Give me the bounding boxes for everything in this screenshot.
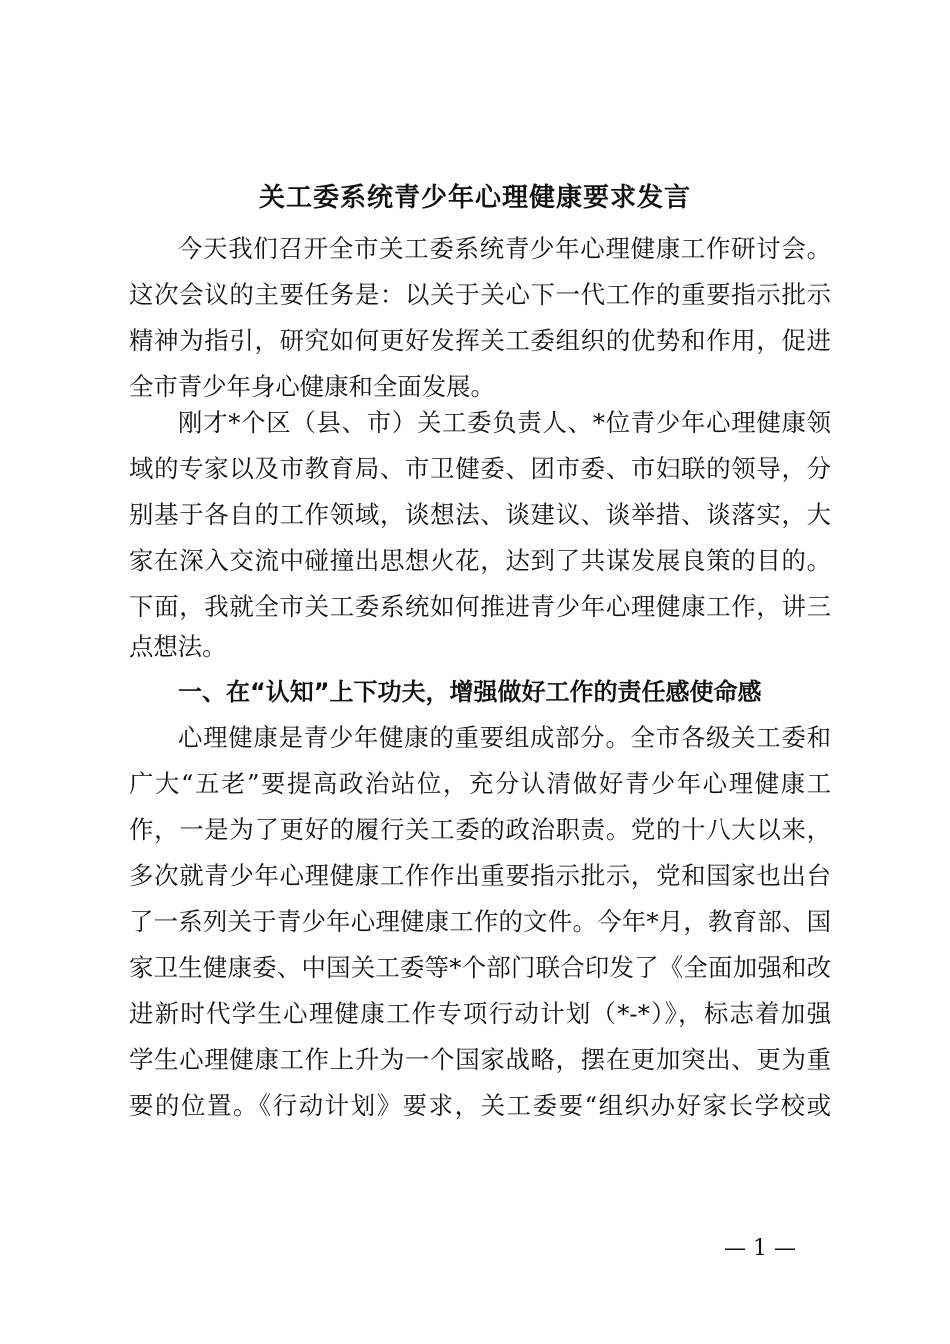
paragraph-3-line-9: 要的位置。《行动计划》要求，关工委要“组织办好家长学校或 [129, 1091, 831, 1120]
paragraph-1-line-3: 精神为指引，研究如何更好发挥关工委组织的优势和作用，促进 [129, 326, 831, 355]
paragraph-2-line-3: 别基于各自的工作领域，谈想法、谈建议、谈举措、谈落实，大 [129, 500, 831, 529]
paragraph-2-line-1: 刚才*个区（县、市）关工委负责人、*位青少年心理健康领 [178, 408, 831, 437]
paragraph-1-line-4: 全市青少年身心健康和全面发展。 [129, 372, 495, 401]
section-heading-1: 一、在“认知”上下功夫，增强做好工作的责任感使命感 [178, 678, 762, 706]
document-title: 关工委系统青少年心理健康要求发言 [258, 183, 691, 213]
paragraph-3-line-8: 学生心理健康工作上升为一个国家战略，摆在更加突出、更为重 [129, 1045, 831, 1074]
paragraph-3-line-4: 多次就青少年心理健康工作作出重要指示批示，党和国家也出台 [129, 861, 831, 890]
paragraph-1-line-2: 这次会议的主要任务是：以关于关心下一代工作的重要指示批示 [129, 280, 831, 309]
paragraph-3-line-5: 了一系列关于青少年心理健康工作的文件。今年*月，教育部、国 [129, 907, 831, 936]
paragraph-2-line-5: 下面，我就全市关工委系统如何推进青少年心理健康工作，讲三 [129, 592, 831, 621]
paragraph-3-line-3: 作，一是为了更好的履行关工委的政治职责。党的十八大以来， [129, 815, 831, 844]
paragraph-2-line-4: 家在深入交流中碰撞出思想火花，达到了共谋发展良策的目的。 [129, 546, 831, 575]
paragraph-3-line-1: 心理健康是青少年健康的重要组成部分。全市各级关工委和 [178, 723, 831, 752]
paragraph-3-line-2: 广大“五老”要提高政治站位，充分认清做好青少年心理健康工 [129, 769, 831, 798]
paragraph-2-line-6: 点想法。 [129, 632, 227, 661]
paragraph-1-line-1: 今天我们召开全市关工委系统青少年心理健康工作研讨会。 [178, 234, 831, 263]
paragraph-3-line-6: 家卫生健康委、中国关工委等*个部门联合印发了《全面加强和改 [129, 953, 831, 982]
paragraph-3-line-7: 进新时代学生心理健康工作专项行动计划（*-*）》，标志着加强 [129, 999, 831, 1028]
page-number: — 1 — [724, 1236, 796, 1261]
paragraph-2-line-2: 域的专家以及市教育局、市卫健委、团市委、市妇联的领导，分 [129, 454, 831, 483]
